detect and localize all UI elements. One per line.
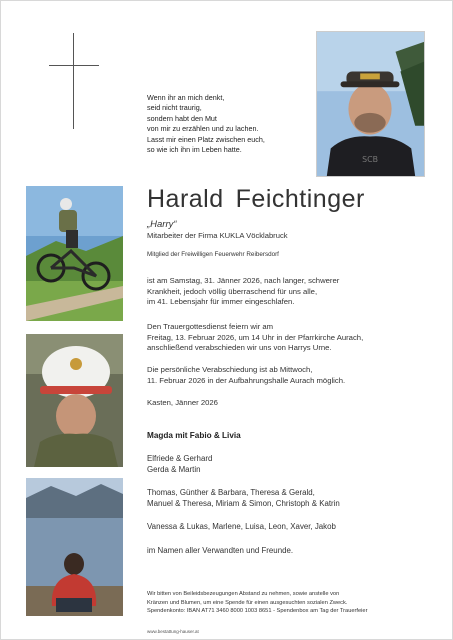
place-date [147, 398, 437, 409]
notice-line: 11. Februar 2026 in der Aufbahrungshalle Aurach möglich. [147, 375, 346, 385]
footer-line: Wir bitten von Beileidsbezeugungen Abstand zu nehmen, sowie anstelle von [147, 591, 340, 597]
mourner-line: Elfriede & Gerhard [147, 454, 213, 463]
donation-note [147, 590, 447, 616]
notice-line: Freitag, 13. Februar 2026, um 14 Uhr in der Pfarrkirche Aurach, [147, 332, 364, 342]
mourner-group [147, 454, 437, 475]
footer-line: Kränzen und Blumen, um eine Spende für einen ausgesuchten sozialen Zweck. [147, 599, 348, 606]
notice-line: ist am Samstag, 31. Jänner 2026, nach langer, schwerer [147, 276, 340, 285]
funeral-service [147, 322, 437, 354]
poem-line: Wenn ihr an mich denkt, [147, 93, 225, 102]
website-link[interactable]: www.bestattung-hauser.at [147, 629, 199, 634]
bike-photo [26, 186, 123, 321]
mourner-group [147, 546, 437, 557]
notice-line: anschließend verabschieden wir uns von Harrys Urne. [147, 343, 332, 353]
poem-line: seid nicht traurig, [147, 103, 202, 113]
footer-line: Spendenkonto: IBAN AT71 3460 8000 1003 8651 - Spendenbox am Tag der Trauerfeier [147, 608, 368, 615]
poem-line: Lasst mir einen Platz zwischen euch, [147, 134, 265, 144]
poem [147, 93, 307, 155]
mourner-line: Manuel & Theresa, Miriam & Simon, Christoph & Katrin [147, 498, 340, 508]
mourner-line: Thomas, Günther & Barbara, Theresa & Gerald, [147, 488, 315, 497]
portrait-photo [316, 31, 425, 177]
mourner-line: Vanessa & Lukas, Marlene, Luisa, Leon, Xaver, Jakob [147, 522, 336, 531]
job-line: Mitarbeiter der Firma KUKLA Vöcklabruck [147, 231, 288, 240]
notice-line: Kasten, Jänner 2026 [147, 398, 218, 407]
poem-line: so wie ich ihn im Leben hatte. [147, 145, 242, 155]
notice-line: Die persönliche Verabschiedung ist ab Mittwoch, [147, 365, 313, 374]
cross-icon-bar [49, 65, 99, 66]
notice-line: im 41. Lebensjahr für immer eingeschlafen. [147, 297, 295, 307]
last-name: Feichtinger [235, 185, 365, 213]
deceased-name [147, 185, 365, 214]
firefighter-photo [26, 334, 123, 467]
lake-photo [26, 478, 123, 616]
mourner-group [147, 488, 437, 509]
nickname: „Harry“ [147, 219, 177, 230]
notice-line: Den Trauergottesdienst feiern wir am [147, 322, 274, 331]
poem-line: sondern habt den Mut [147, 113, 217, 123]
membership-line: Mitglied der Freiwilligen Feuerwehr Reibersdorf [147, 251, 279, 258]
cross-icon [73, 33, 74, 129]
first-name: Harald [147, 185, 224, 213]
mourner-line: Gerda & Martin [147, 464, 201, 474]
mourner-group [147, 522, 437, 533]
viewing-info [147, 365, 437, 386]
mourner-line: im Namen aller Verwandten und Freunde. [147, 546, 294, 555]
notice-line: Krankheit, jedoch völlig überraschend für uns alle, [147, 286, 318, 296]
death-notice [147, 276, 437, 308]
svg-text:SCB: SCB [362, 155, 378, 165]
poem-line: von mir zu erzählen und zu lachen. [147, 124, 259, 134]
main-mourners: Magda mit Fabio & Livia [147, 431, 241, 440]
